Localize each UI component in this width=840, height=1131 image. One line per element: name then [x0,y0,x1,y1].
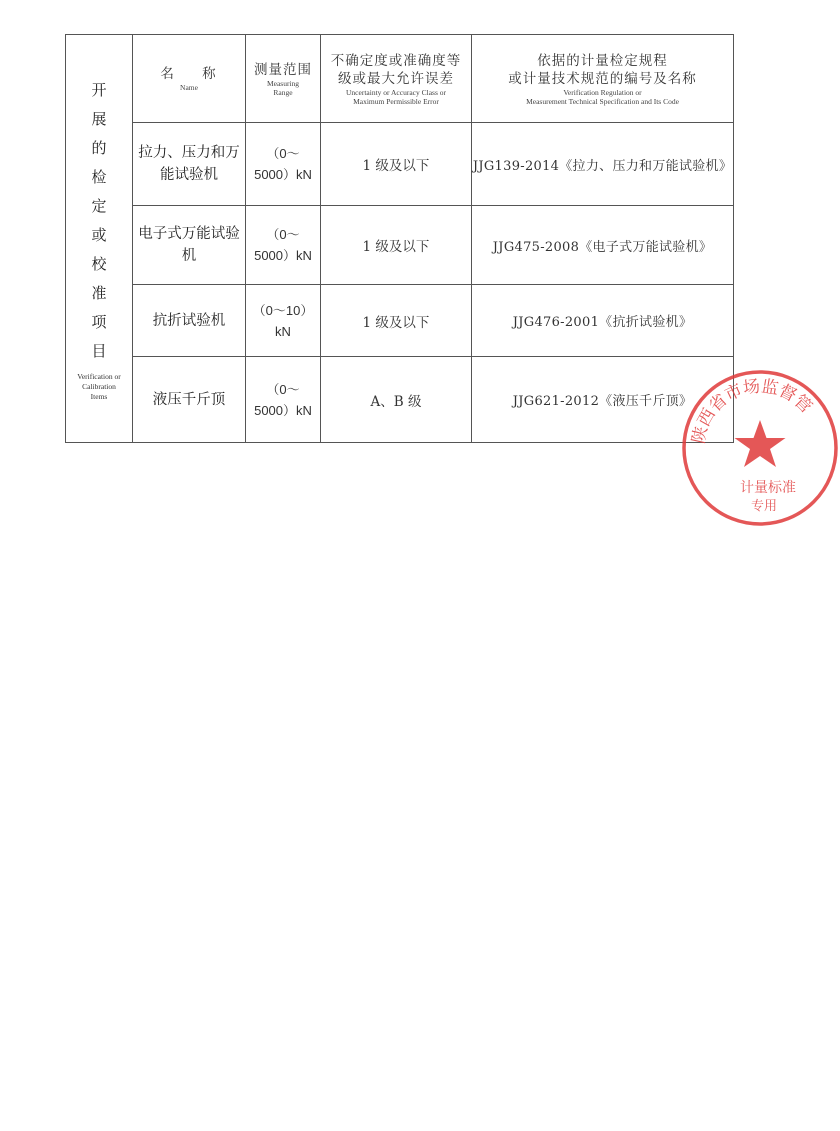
header-accuracy [321,35,472,123]
side-label-en-line1: Verification or [77,371,121,381]
item-name-cell [133,285,246,357]
item-regulation: JJG621-2012《液压千斤顶》 [472,357,734,443]
side-label-char: 或 [91,225,107,244]
seal-inner-text: 计量标准 [740,480,796,496]
header-range-en-2: Range [273,87,293,97]
header-regulation-cn-2: 或计量技术规范的编号及名称 [508,70,697,87]
table-row [66,285,734,357]
item-name-cell [133,206,246,285]
item-name-line1: 拉力、压力和万 [138,145,240,161]
item-name-line1: 液压千斤顶 [152,391,226,408]
side-label-cell [66,35,133,443]
item-range-line2: 5000）kN [254,402,312,418]
item-name-line2: 能试验机 [160,167,218,183]
side-label-en-line2: Calibration [82,381,116,391]
item-name-line1: 电子式万能试验 [138,226,240,242]
item-regulation: JJG476-2001《抗折试验机》 [472,285,734,357]
item-range-line2: 5000）kN [254,167,312,182]
header-accuracy-cn-1: 不确定度或准确度等 [330,52,462,69]
item-range-line2: kN [275,323,291,339]
header-range-en-1: Measuring [266,78,300,88]
header-accuracy-en-2: Maximum Permissible Error [353,96,439,106]
header-regulation [472,35,734,123]
item-name-cell [133,123,246,206]
header-name [133,35,246,123]
item-name-line2: 机 [181,248,197,264]
side-label-char: 检 [91,167,107,186]
item-range-cell [246,206,321,285]
side-label-char: 展 [91,109,107,128]
item-range-line2: 5000）kN [254,248,312,263]
seal-bottom-text: 专用 [750,499,778,514]
table-row [66,357,734,443]
side-label-char: 的 [91,138,107,157]
item-accuracy: 1 级及以下 [321,206,472,285]
seal-outer-text: 陕西省市场监督管 [688,376,816,446]
header-accuracy-en-1: Uncertainty or Accuracy Class or [346,87,446,97]
side-label-char: 项 [91,312,107,331]
item-range-cell [246,285,321,357]
item-regulation: JJG139-2014《拉力、压力和万能试验机》 [472,123,734,206]
verification-items-table [65,34,734,443]
header-range-cn: 测量范围 [254,61,312,78]
item-name-cell [133,357,246,443]
header-name-en: Name [180,83,198,92]
item-range-cell [246,123,321,206]
side-label-char: 准 [91,283,107,302]
item-accuracy: 1 级及以下 [321,123,472,206]
item-regulation: JJG475-2008《电子式万能试验机》 [472,206,734,285]
item-accuracy: A、B 级 [321,357,472,443]
item-accuracy: 1 级及以下 [321,285,472,357]
header-regulation-cn-1: 依据的计量检定规程 [537,52,668,69]
item-range-line1: （0～ [266,381,300,397]
side-label-char: 定 [91,196,107,215]
header-accuracy-cn-2: 级或最大允许误差 [338,70,454,87]
header-range [246,35,321,123]
side-label-en-line3: Items [90,391,108,401]
table-row [66,206,734,285]
header-regulation-en-2: Measurement Technical Specification and Its Code [526,96,679,106]
item-range-line1: （0～ [266,146,300,161]
side-label-char: 校 [91,254,107,273]
item-name-line1: 抗折试验机 [152,312,226,329]
header-name-cn: 名 称 [160,66,228,82]
official-seal [680,368,840,528]
item-range-line1: （0～ [266,227,300,242]
header-row [66,35,734,123]
star-icon [735,420,786,467]
table-row [66,123,734,206]
side-label-char: 目 [91,341,107,360]
item-range-line1: （0～10） [252,302,314,318]
header-regulation-en-1: Verification Regulation or [563,87,642,97]
side-label-char: 开 [91,80,107,99]
item-range-cell [246,357,321,443]
